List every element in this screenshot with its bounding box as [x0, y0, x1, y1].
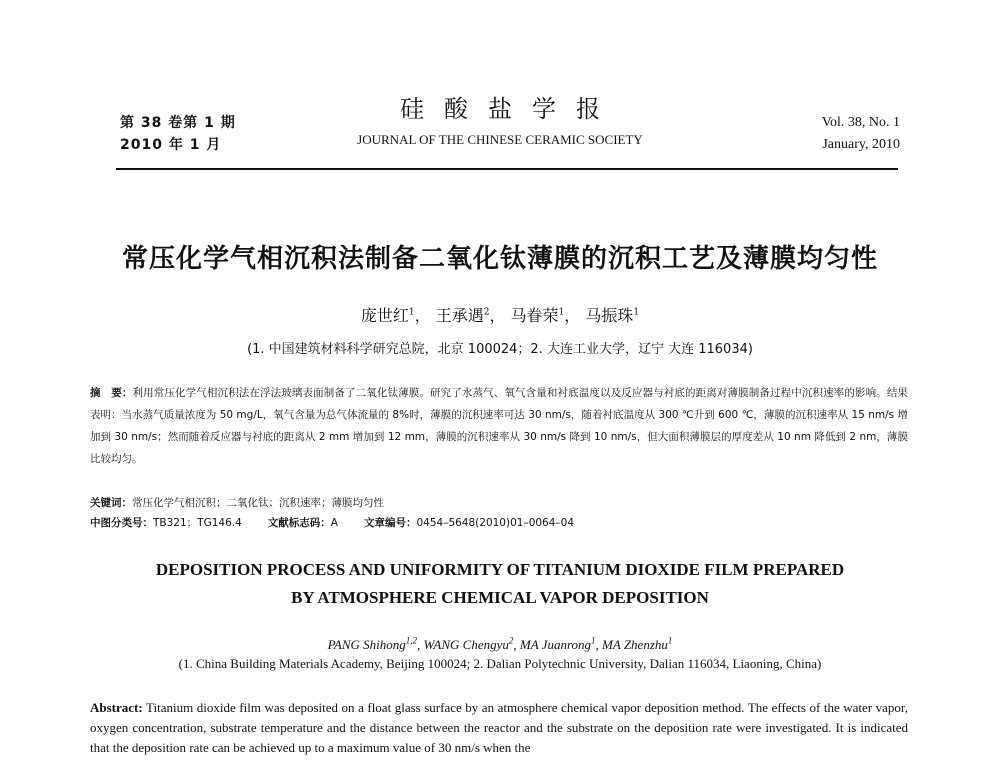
author-list-en: PANG Shihong$^{1,2}$, WANG Chengyu$^2$, MA Juanrong$^1$, MA Zhenzhu$^1$	[327, 636, 673, 653]
keywords-text-cn: 常压化学气相沉积；二氧化钛；沉积速率；薄膜均匀性	[132, 497, 384, 509]
header-divider	[116, 168, 898, 170]
journal-name-en: JOURNAL OF THE CHINESE CERAMIC SOCIETY	[357, 132, 643, 147]
doc-code-label: 文献标志码：	[267, 517, 331, 529]
author-cn: 马振珠$^1$	[585, 306, 640, 325]
abstract-en	[90, 698, 908, 758]
clc-value: TB321；TG146.4	[153, 517, 242, 529]
affiliation-cn: (1. 中国建筑材料科学研究总院，北京 100024；2. 大连工业大学，辽宁 大连 116034)	[247, 342, 753, 357]
affiliation-en: (1. China Building Materials Academy, Beijing 100024; 2. Dalian Polytechnic University, Dalian 116034, Liaoning, China)	[178, 656, 822, 671]
keywords-block-cn	[90, 493, 908, 533]
doc-code-value: A	[330, 517, 338, 529]
author-cn: 王承遇$^2$	[435, 306, 490, 325]
issue-info-cn	[120, 112, 236, 156]
journal-masthead	[300, 92, 700, 148]
issue-info-en	[822, 112, 900, 156]
author-en: WANG Chengyu$^2$	[423, 636, 514, 653]
author-en: MA Juanrong$^1$	[519, 636, 596, 653]
keywords-cn	[90, 493, 908, 513]
title-en-line1: DEPOSITION PROCESS AND UNIFORMITY OF TITANIUM DIOXIDE FILM PREPARED	[155, 560, 845, 579]
author-cn: 马眷荣$^1$	[510, 306, 565, 325]
abstract-label-cn: 摘 要：	[90, 387, 133, 399]
abstract-text-cn: 利用常压化学气相沉积法在浮法玻璃表面制备了二氧化钛薄膜。研究了水蒸气、氧气含量和衬底温度以及反应器与衬底的距离对薄膜制备过程中沉积速率的影响。结果表明：当水蒸气质量浓度为 50 mg/L，氧气含量为总气体流量的 8%时，薄膜的沉积速率可达 30 nm/s，随着衬底温度从 300 ℃升到 600 ℃，薄膜的沉积速率从 15 nm/s 增加到 30 nm/s；然而随着反应器与衬底的距离从 2 mm 增加到 12 mm，薄膜的沉积速率从 30 nm/s 降到 10 nm/s，但大面积薄膜层的厚度差从 10 nm 降低到 2 nm，薄膜比较均匀。	[90, 387, 908, 465]
volume-cn: 第 38 卷第 1 期	[120, 115, 236, 131]
paper-title-en	[100, 556, 900, 612]
classification-line	[90, 513, 908, 533]
clc-label: 中图分类号：	[90, 517, 153, 529]
volume-en: Vol. 38, No. 1	[821, 115, 900, 130]
journal-name-cn: 硅酸盐学报	[400, 95, 620, 123]
author-list-cn: 庞世红$^1$， 王承遇$^2$， 马眷荣$^1$， 马振珠$^1$	[360, 306, 640, 325]
title-en-line2: BY ATMOSPHERE CHEMICAL VAPOR DEPOSITION	[291, 588, 709, 607]
keywords-label-cn: 关键词：	[90, 497, 132, 509]
abstract-text-en: Titanium dioxide film was deposited on a float glass surface by an atmosphere chemical vapor deposition method. The effects of the water vapor, oxygen concentration, substrate temperature and the distance between the reactor and the substrate on the deposition rate were investigated. It is indicated that the deposition rate can be achieved up to a maximum value of 30 nm/s when the	[90, 700, 908, 755]
author-en: PANG Shihong$^{1,2}$	[327, 636, 417, 653]
abstract-label-en: Abstract:	[90, 700, 143, 715]
date-en: January, 2010	[822, 137, 900, 152]
article-no-value: 0454–5648(2010)01–0064–04	[416, 517, 575, 529]
date-cn: 2010 年 1 月	[120, 137, 222, 153]
abstract-cn	[90, 382, 908, 470]
author-en: MA Zhenzhu$^1$	[602, 636, 673, 653]
paper-title-cn: 常压化学气相沉积法制备二氧化钛薄膜的沉积工艺及薄膜均匀性	[121, 244, 878, 274]
author-cn: 庞世红$^1$	[360, 306, 415, 325]
article-no-label: 文章编号：	[363, 517, 417, 529]
